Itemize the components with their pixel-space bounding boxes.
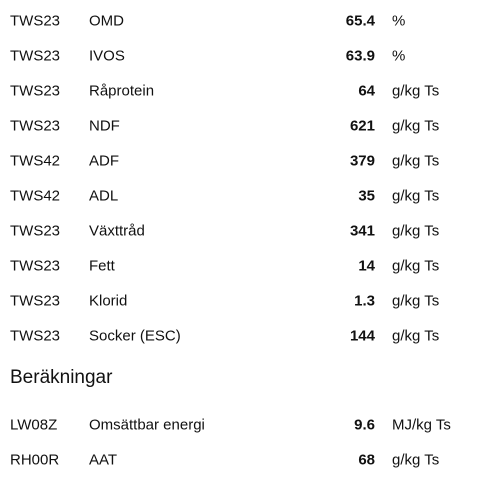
analysis-code: LW08Z — [10, 416, 58, 433]
analysis-unit: % — [392, 47, 406, 64]
analysis-name: NDF — [89, 117, 120, 134]
table-row — [0, 3, 480, 38]
analysis-name: ADL — [89, 187, 119, 204]
analysis-unit: g/kg Ts — [392, 82, 440, 99]
table-row — [0, 407, 480, 442]
table-row — [0, 248, 480, 283]
analysis-value: 14 — [358, 257, 375, 274]
analysis-value: 63.9 — [345, 47, 375, 64]
analysis-code: TWS23 — [10, 257, 61, 274]
analysis-unit: g/kg Ts — [392, 257, 440, 274]
analysis-code: TWS42 — [10, 152, 61, 169]
analysis-name: Omsättbar energi — [89, 416, 205, 433]
analysis-name: Råprotein — [89, 82, 155, 99]
analysis-code: TWS23 — [10, 327, 61, 344]
analysis-unit: g/kg Ts — [392, 292, 440, 309]
analysis-value: 341 — [349, 222, 375, 239]
analysis-code: RH00R — [10, 451, 60, 468]
analysis-value: 1.3 — [354, 292, 375, 309]
analysis-name: OMD — [89, 12, 124, 29]
analysis-unit: g/kg Ts — [392, 187, 440, 204]
analysis-value: 621 — [349, 117, 375, 134]
analysis-unit: g/kg Ts — [392, 222, 440, 239]
analysis-unit: MJ/kg Ts — [392, 416, 451, 433]
analysis-code: TWS23 — [10, 47, 61, 64]
analysis-name: ADF — [89, 152, 119, 169]
analysis-name: Växttråd — [89, 222, 145, 239]
table-row — [0, 178, 480, 213]
table-row — [0, 143, 480, 178]
calculations-table — [0, 407, 480, 477]
analysis-unit: g/kg Ts — [392, 152, 440, 169]
analysis-code: TWS23 — [10, 292, 61, 309]
analysis-value: 65.4 — [345, 12, 375, 29]
table-row — [0, 108, 480, 143]
analysis-unit: g/kg Ts — [392, 117, 440, 134]
analysis-unit: % — [392, 12, 406, 29]
analysis-name: AAT — [89, 451, 118, 468]
analysis-name: IVOS — [89, 47, 125, 64]
analysis-value: 35 — [358, 187, 375, 204]
analysis-value: 144 — [349, 327, 375, 344]
analysis-name: Klorid — [89, 292, 128, 309]
section-title-calculations: Beräkningar — [10, 367, 113, 388]
analysis-code: TWS23 — [10, 82, 61, 99]
table-row — [0, 283, 480, 318]
analysis-value: 9.6 — [354, 416, 375, 433]
analysis-code: TWS23 — [10, 12, 61, 29]
analysis-value: 379 — [349, 152, 375, 169]
table-row — [0, 213, 480, 248]
analysis-unit: g/kg Ts — [392, 451, 440, 468]
analysis-table — [0, 3, 480, 353]
analysis-value: 64 — [358, 82, 375, 99]
table-row — [0, 442, 480, 477]
analysis-unit: g/kg Ts — [392, 327, 440, 344]
table-row — [0, 38, 480, 73]
analysis-code: TWS23 — [10, 222, 61, 239]
table-row — [0, 318, 480, 353]
analysis-code: TWS42 — [10, 187, 61, 204]
analysis-name: Socker (ESC) — [89, 327, 181, 344]
analysis-code: TWS23 — [10, 117, 61, 134]
table-row — [0, 73, 480, 108]
analysis-value: 68 — [358, 451, 375, 468]
analysis-name: Fett — [89, 257, 115, 274]
